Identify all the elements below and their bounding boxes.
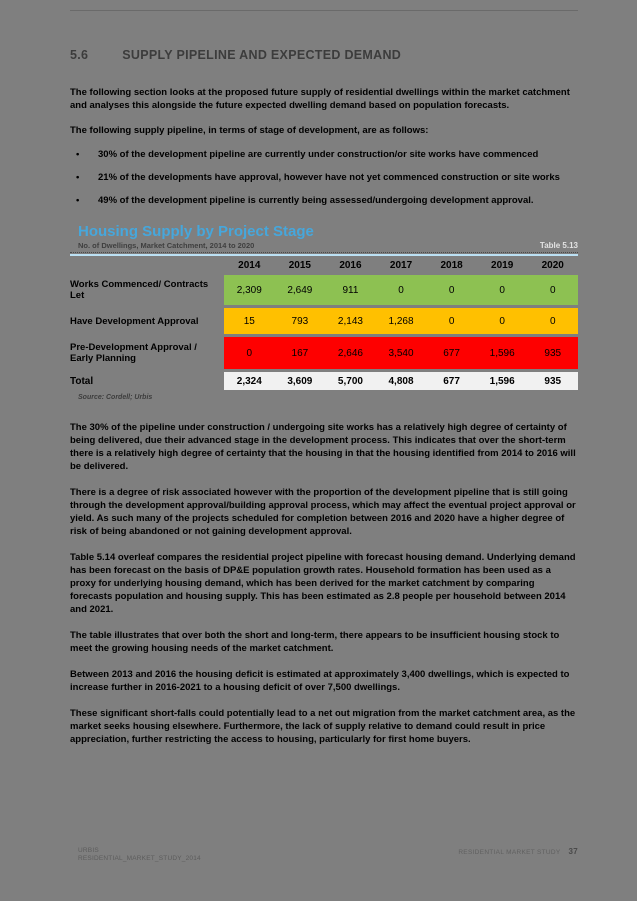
footer-brand: URBIS [78, 847, 99, 854]
table-cell: 0 [448, 284, 455, 296]
supply-pipeline-bullet-list [70, 148, 578, 207]
table-cell: 0 [398, 284, 404, 296]
table-subtitle-row [70, 241, 578, 253]
bullet-text: 21% of the developments have approval, however have not yet commenced construction or site works [98, 172, 560, 183]
table-cell: 4,808 [388, 375, 414, 387]
page-footer [78, 847, 578, 863]
table-cell: 167 [291, 347, 309, 359]
row-label: Have Development Approval [70, 315, 199, 327]
table-header-spacer [70, 260, 224, 271]
table-title: Housing Supply by Project Stage [78, 223, 314, 240]
table-rule [70, 254, 578, 256]
footer-doc-title: RESIDENTIAL MARKET STUDY [458, 849, 561, 856]
row-band-total [224, 372, 578, 390]
table-cell: 911 [342, 284, 359, 296]
table-cell: 2,649 [287, 284, 313, 296]
table-cell: 3,540 [388, 347, 414, 359]
year-header: 2014 [238, 260, 261, 271]
analysis-paragraph: There is a degree of risk associated however with the proportion of the development pipeline that is still going through the development approval/building approval process, which may affect the eventual project approval or yield. As such many of the projects scheduled for completion between 2016 and 2020 have a higher degree of risk of being abandoned or not gaining development approval. [70, 487, 576, 537]
analysis-paragraph: Table 5.14 overleaf compares the residential project pipeline with forecast housing demand. Underlying demand has been forecast on the basis of DP&E population growth rates. Household formation has been used as a proxy for underlying housing demand, which has been derived for the market catchment by comparing forecasts population and housing supply. This has been estimated as 2.8 people per household between 2014 and 2021. [70, 552, 576, 615]
table-cell: 5,700 [337, 375, 363, 387]
row-band-pre-development [224, 337, 578, 369]
housing-supply-table [70, 223, 578, 401]
bullet-icon: • [76, 149, 80, 160]
year-header: 2017 [389, 260, 413, 271]
table-cell: 0 [549, 315, 556, 327]
row-label: Total [70, 375, 94, 387]
row-band-works-commenced [224, 275, 578, 305]
list-item [70, 171, 578, 184]
row-band-development-approval [224, 308, 578, 334]
analysis-paragraph: Between 2013 and 2016 the housing deficit is estimated at approximately 3,400 dwellings, which is expected to increase further in 2016-2021 to a housing deficit of over 7,500 dwellings. [70, 669, 570, 693]
table-subtitle: No. of Dwellings, Market Catchment, 2014 to 2020 [78, 241, 255, 250]
table-cell: 1,268 [388, 315, 414, 327]
section-title: SUPPLY PIPELINE AND EXPECTED DEMAND [122, 48, 402, 62]
table-cell: 935 [544, 375, 562, 387]
table-cell: 677 [443, 375, 460, 387]
table-cell: 0 [549, 284, 556, 296]
analysis-paragraph: These significant short-falls could potentially lead to a net out migration from the market catchment area, as the market seeks housing elsewhere. Furthermore, the lack of supply relative to demand could result in price appreciation, further restricting the access to housing, particularly for first home buyers. [70, 708, 576, 745]
year-header: 2020 [541, 260, 564, 271]
row-label: Pre-Development Approval / Early Planning [70, 342, 197, 364]
footer-filename: RESIDENTIAL_MARKET_STUDY_2014 [78, 855, 201, 862]
intro-paragraph-1: The following section looks at the proposed future supply of residential dwellings within the market catchment and analyses this alongside the future expected dwelling demand based on population forecasts. [70, 87, 570, 111]
table-cell: 0 [246, 347, 253, 359]
section-heading [70, 48, 578, 62]
table-cell: 0 [499, 315, 505, 327]
year-header: 2016 [339, 260, 362, 271]
page-number: 37 [568, 847, 578, 856]
table-cell: 2,309 [236, 284, 262, 296]
analysis-paragraph: The 30% of the pipeline under construction / undergoing site works has a relatively high degree of certainty of being delivered, due their advanced stage in the development process. This indicates that over the short-term there is a relatively high degree of certainty that the housing in that the housing identified from 2014 to 2016 will be delivered. [70, 422, 576, 472]
table-row [70, 337, 578, 369]
list-item [70, 194, 578, 207]
bullet-text: 49% of the development pipeline is currently being assessed/undergoing development approval. [98, 195, 534, 206]
list-item [70, 148, 578, 161]
year-header: 2019 [491, 260, 514, 271]
table-reference: Table 5.13 [539, 241, 578, 250]
table-cell: 935 [544, 347, 562, 359]
page-header-rule [70, 10, 578, 11]
intro-paragraph-2: The following supply pipeline, in terms of stage of development, are as follows: [70, 125, 429, 136]
table-row [70, 308, 578, 334]
table-cell: 0 [448, 315, 455, 327]
table-cell: 1,596 [489, 347, 515, 359]
footer-right [458, 847, 578, 856]
table-cell: 2,324 [236, 375, 262, 387]
bullet-text: 30% of the development pipeline are currently under construction/or site works have commenced [98, 149, 539, 160]
table-cell: 793 [291, 315, 309, 327]
row-label: Works Commenced/ Contracts Let [70, 279, 209, 301]
bullet-icon: • [76, 195, 80, 206]
page-content [70, 48, 578, 759]
section-number: 5.6 [70, 48, 89, 62]
year-header: 2015 [288, 260, 311, 271]
year-header: 2018 [440, 260, 463, 271]
table-cell: 15 [243, 315, 255, 327]
table-total-row [70, 372, 578, 390]
table-cell: 1,596 [489, 375, 515, 387]
table-cell: 3,609 [287, 375, 313, 387]
table-row [70, 275, 578, 305]
analysis-paragraph: The table illustrates that over both the short and long-term, there appears to be insufficient housing stock to meet the growing housing needs of the market catchment. [70, 630, 560, 654]
table-year-cells [224, 260, 578, 271]
table-cell: 677 [443, 347, 460, 359]
table-cell: 2,646 [337, 347, 363, 359]
table-cell: 2,143 [337, 315, 363, 327]
table-source-note: Source: Cordell; Urbis [78, 394, 153, 401]
analysis-section [70, 421, 578, 746]
footer-left [78, 847, 201, 863]
bullet-icon: • [76, 172, 80, 183]
table-cell: 0 [499, 284, 505, 296]
table-header-row [70, 260, 578, 271]
